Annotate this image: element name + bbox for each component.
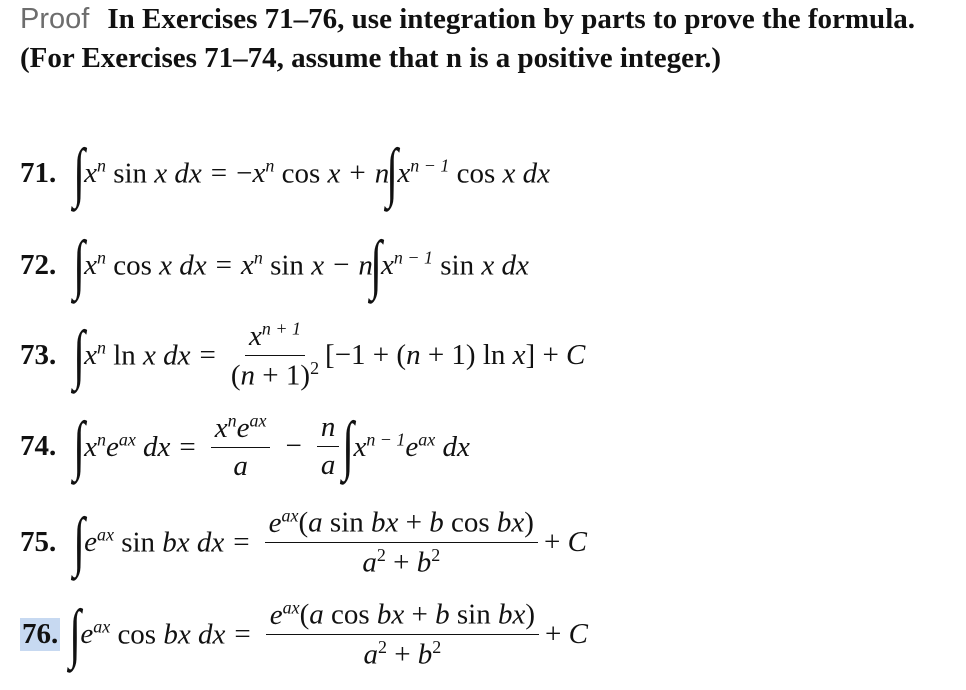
exercise-74 [20, 410, 470, 483]
formula-75: $e^{ax}$ sin bx dx = [84, 524, 250, 559]
integral-sign: ∫ [73, 228, 85, 301]
integral-sign: ∫ [73, 318, 85, 392]
integral-sign: ∫ [73, 409, 85, 483]
exercise-number-highlighted: 76. [22, 617, 59, 650]
integral-sign: ∫ [386, 136, 399, 209]
formula-73: $x^n$ ln x dx = [84, 337, 216, 372]
integral-sign: ∫ [73, 505, 85, 579]
exercise-number: 75. [20, 525, 57, 558]
fraction: $\frac{e^{ax}(a \cos bx + b \sin bx)}{a^2 + b^2}$ [266, 597, 539, 671]
formula-74: $x^ne^{ax}$ dx = [84, 429, 196, 463]
instruction-text: In Exercises 71–76, use integration by parts to prove the formula. (For Exercises 71–74, assume that n is a positive integer.) [20, 3, 915, 74]
formula-72-rest: $x^{n - 1}$ sin x dx [381, 247, 529, 282]
exercise-73 [20, 318, 585, 392]
integral-sign: ∫ [370, 228, 382, 301]
formula-72: $x^n$ cos x dx = $x^n$ sin x − n [84, 247, 373, 282]
exercise-number: 71. [20, 156, 57, 189]
exercise-71 [20, 136, 551, 209]
formula-73-rest: [−1 + (n + 1) ln x] + C [325, 338, 586, 371]
proof-label: Proof [20, 3, 90, 35]
fraction: $\frac{e^{ax}(a \sin bx + b \cos bx)}{a^2 + b^2}$ [265, 505, 538, 579]
instructions-paragraph [20, 0, 950, 78]
integral-sign: ∫ [73, 136, 85, 209]
fraction: $\frac{x^ne^{ax}}{a}$ [211, 410, 271, 483]
integral-sign: ∫ [69, 597, 82, 671]
exercise-number: 73. [20, 338, 57, 371]
formula-74-rest: $x^{n - 1}e^{ax}$ dx [353, 429, 470, 463]
formula-76-rest: + C [545, 617, 588, 650]
exercise-75 [20, 505, 587, 579]
formula-71: $x^n$ sin x dx = $-x^n$ cos x + n [84, 155, 390, 190]
exercise-number: 74. [20, 429, 57, 462]
exercise-number: 72. [20, 248, 57, 281]
formula-75-rest: + C [543, 525, 587, 558]
minus-sign: − [285, 429, 302, 462]
formula-71-rest: $x^{n - 1}$ cos x dx [397, 155, 551, 190]
integral-sign: ∫ [342, 409, 355, 483]
fraction: $\frac{n}{a}$ [317, 411, 340, 482]
exercise-72 [20, 228, 529, 301]
fraction: $\frac{x^{n + 1}}{(n + 1)^2}$ [230, 318, 320, 392]
formula-76: $e^{ax}$ cos bx dx = [80, 616, 251, 651]
exercise-76 [20, 597, 588, 671]
